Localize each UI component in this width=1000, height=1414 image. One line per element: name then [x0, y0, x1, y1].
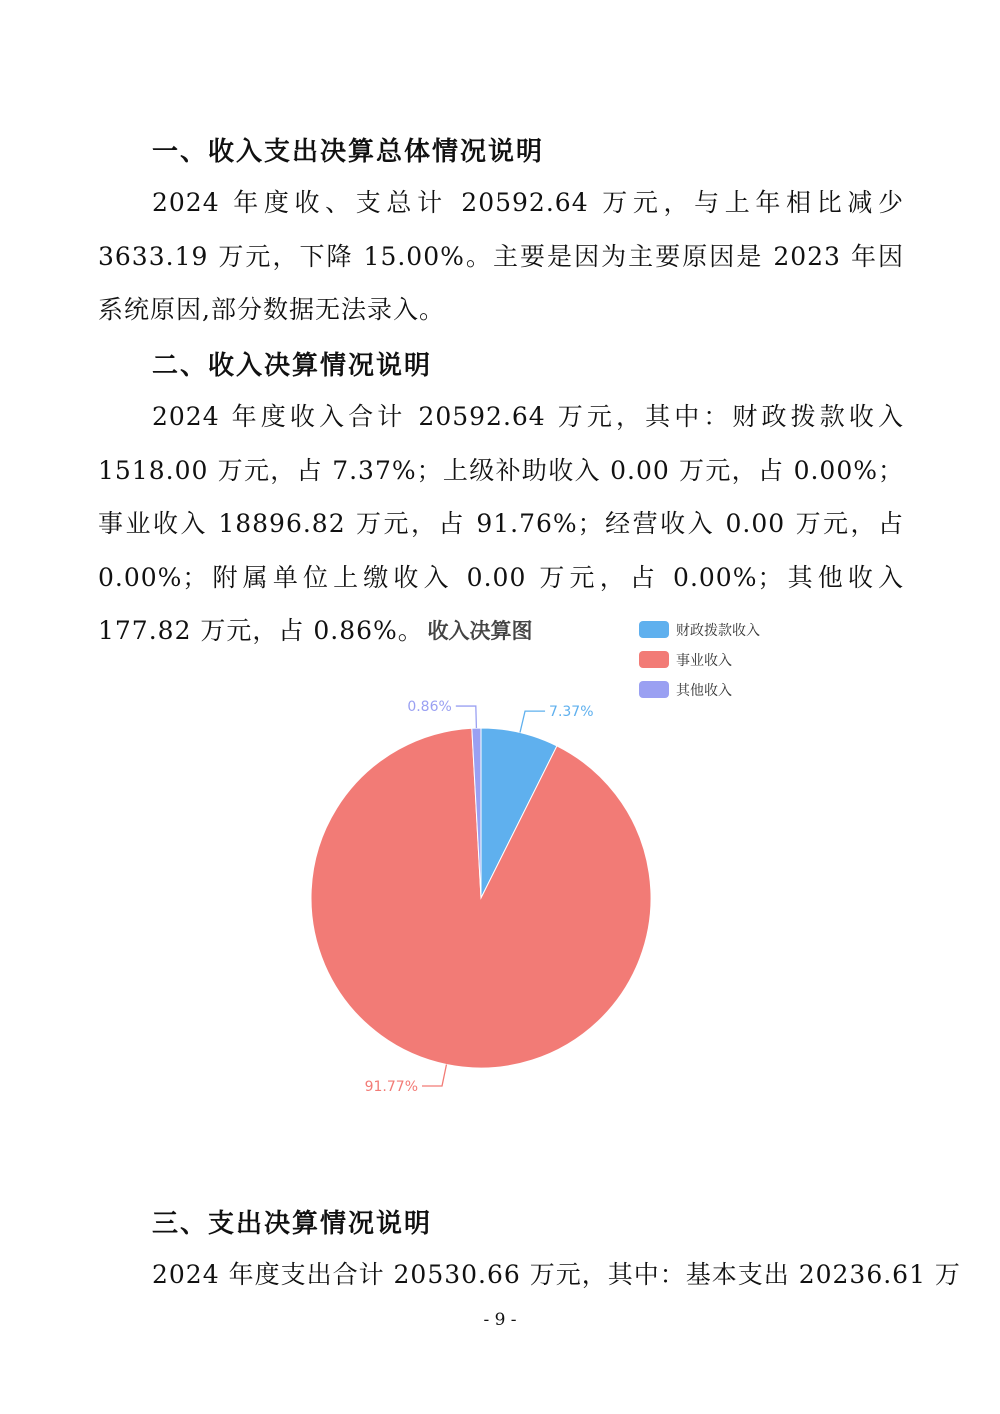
section-2-paragraph: 2024 年度收入合计 20592.64 万元，其中：财政拨款收入 1518.00 万元，占 7.37%；上级补助收入 0.00 万元，占 0.00%；事业收入 18896.82 万元，占 91.76%；经营收入 0.00 万元，占 0.00%；附属单位上缴收入 0.00 万元，占 0.00%；其他收入 177.82 万元，占 0.86%。 [98, 402, 904, 645]
label-leader-line [422, 1064, 446, 1086]
section-1-paragraph: 2024 年度收、支总计 20592.64 万元，与上年相比减少 3633.19 万元，下降 15.00%。主要是因为主要原因是 2023 年因系统原因,部分数据无法录入。 [98, 188, 904, 324]
section-1-heading: 一、收入支出决算总体情况说明 [152, 137, 545, 167]
chart-legend [639, 621, 760, 699]
legend-label: 事业收入 [676, 653, 732, 669]
legend-swatch [639, 651, 669, 668]
legend-swatch [639, 681, 669, 698]
legend-label: 财政拨款收入 [676, 623, 760, 639]
label-leader-line [520, 711, 545, 732]
label-leader-line [456, 706, 477, 728]
slice-label: 7.37% [549, 704, 594, 721]
income-pie-chart [290, 605, 810, 1105]
legend-label: 其他收入 [676, 683, 732, 699]
slice-label: 0.86% [407, 699, 452, 716]
chart-title: 收入决算图 [427, 619, 533, 643]
section-3-paragraph: 2024 年度支出合计 20530.66 万元，其中：基本支出 20236.61 万 [152, 1260, 961, 1289]
page-number: - 9 - [483, 1310, 517, 1330]
pie-slices [311, 728, 651, 1068]
legend-swatch [639, 621, 669, 638]
slice-label: 91.77% [364, 1078, 419, 1095]
section-2-heading: 二、收入决算情况说明 [152, 351, 433, 381]
section-3-heading: 三、支出决算情况说明 [152, 1209, 433, 1239]
